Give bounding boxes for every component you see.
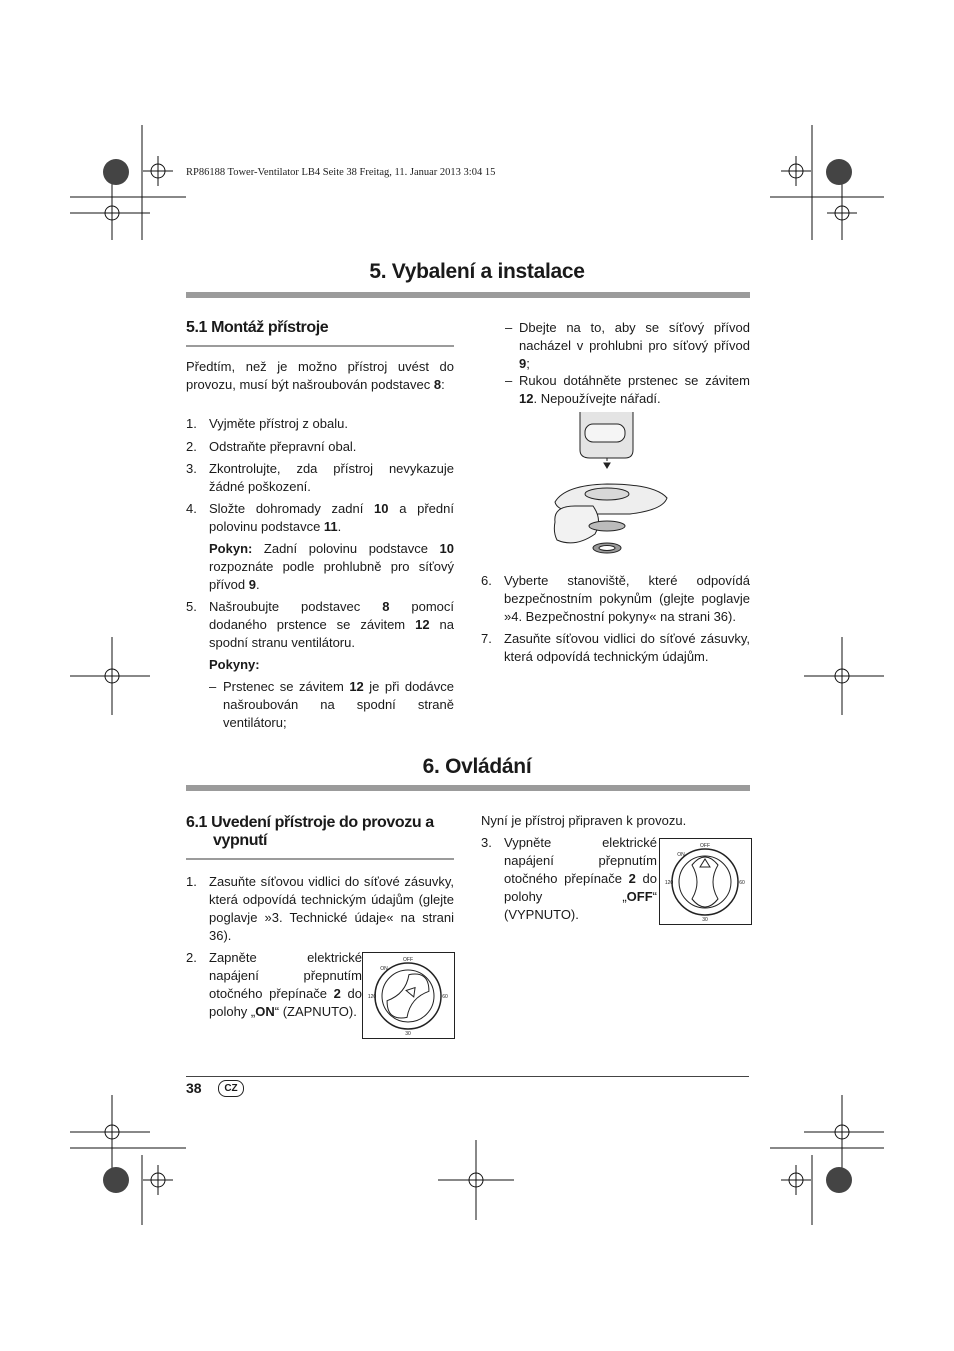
list-item: 2. Odstraňte přepravní obal. <box>186 439 357 454</box>
dial-off-figure <box>659 838 752 925</box>
dial-label-on: ON <box>677 852 685 858</box>
note-pokyn: Pokyn: Zadní polovinu podstavce 10 rozpoznáte podle prohlubně pro síťový přívod 9. <box>209 541 454 592</box>
dial-label-on: ON <box>380 966 388 972</box>
dial-on-figure <box>362 952 455 1039</box>
page-number: 38 <box>186 1080 202 1096</box>
dial-label-60: 60 <box>739 880 745 886</box>
dial-label-off: OFF <box>700 843 710 849</box>
subsection-5-1-title: 5.1 Montáž přístroje <box>186 319 329 336</box>
dash-note: – Rukou dotáhněte prstenec se závitem 12. Nepoužívejte nářadí. <box>505 373 750 406</box>
dial-label-120: 120 <box>367 994 377 1000</box>
list-item: 7. Zasuňte síťovou vidlici do síťové zásuvky, která odpovídá technickým údajům. <box>481 631 750 664</box>
intro-paragraph: Předtím, než je možno přístroj uvést do provozu, musí být našroubován podstavec 8: <box>186 359 454 392</box>
list-item: 1. Zasuňte síťovou vidlici do síťové zásuvky, která odpovídá technickým údajům (glejte poglavje »3. Technické údaje« na strani 36). <box>186 874 454 943</box>
section-6-title: 6. Ovládání <box>422 755 532 778</box>
subsection-6-1-title: 6.1 Uvedení přístroje do provozu a vypnutí <box>186 814 434 849</box>
section-6-rule <box>186 785 750 791</box>
dial-label-off: OFF <box>403 957 413 963</box>
footer-rule <box>186 1076 749 1077</box>
section-5-rule <box>186 292 750 298</box>
list-item: 6. Vyberte stanoviště, které odpovídá bezpečnostním pokynům (glejte poglavje »4. Bezpečnostní pokyny« na strani 36). <box>481 573 750 624</box>
dash-note: – Prstenec se závitem 12 je při dodávce našroubován na spodní straně ventilátoru; <box>209 679 454 730</box>
base-assembly-illustration <box>545 410 675 565</box>
dial-label-30: 30 <box>405 1031 411 1037</box>
list-item: 4. Složte dohromady zadní 10 a přední polovinu podstavce 11. <box>186 501 454 534</box>
list-item: 3. Zkontrolujte, zda přístroj nevykazuje žádné poškození. <box>186 461 454 494</box>
list-item: 5. Našroubujte podstavec 8 pomocí dodaného prstence se závitem 12 na spodní stranu ventilátoru. <box>186 599 454 650</box>
dial-label-60: 60 <box>442 994 448 1000</box>
list-item: 2. Zapněte elektrické napájení přepnutím otočného přepínače 2 do polohy „ON“ (ZAPNUTO). <box>186 950 362 1019</box>
country-badge: CZ <box>218 1080 244 1097</box>
dash-note: – Dbejte na to, aby se síťový přívod nacházel v prohlubni pro síťový přívod 9; <box>505 320 750 371</box>
print-header: RP86188 Tower-Ventilator LB4 Seite 38 Freitag, 11. Januar 2013 3:04 15 <box>186 167 496 178</box>
ready-text: Nyní je přístroj připraven k provozu. <box>481 813 687 828</box>
notes-label: Pokyny: <box>209 657 260 672</box>
dial-label-120: 120 <box>664 880 674 886</box>
list-item: 1. Vyjměte přístroj z obalu. <box>186 416 348 431</box>
list-item: 3. Vypněte elektrické napájení přepnutím otočného přepínače 2 do polohy „OFF“ (VYPNUTO). <box>481 835 657 922</box>
subsection-6-1-rule <box>186 858 454 860</box>
subsection-5-1-rule <box>186 345 454 347</box>
dial-label-30: 30 <box>702 917 708 923</box>
section-5-title: 5. Vybalení a instalace <box>369 260 585 283</box>
